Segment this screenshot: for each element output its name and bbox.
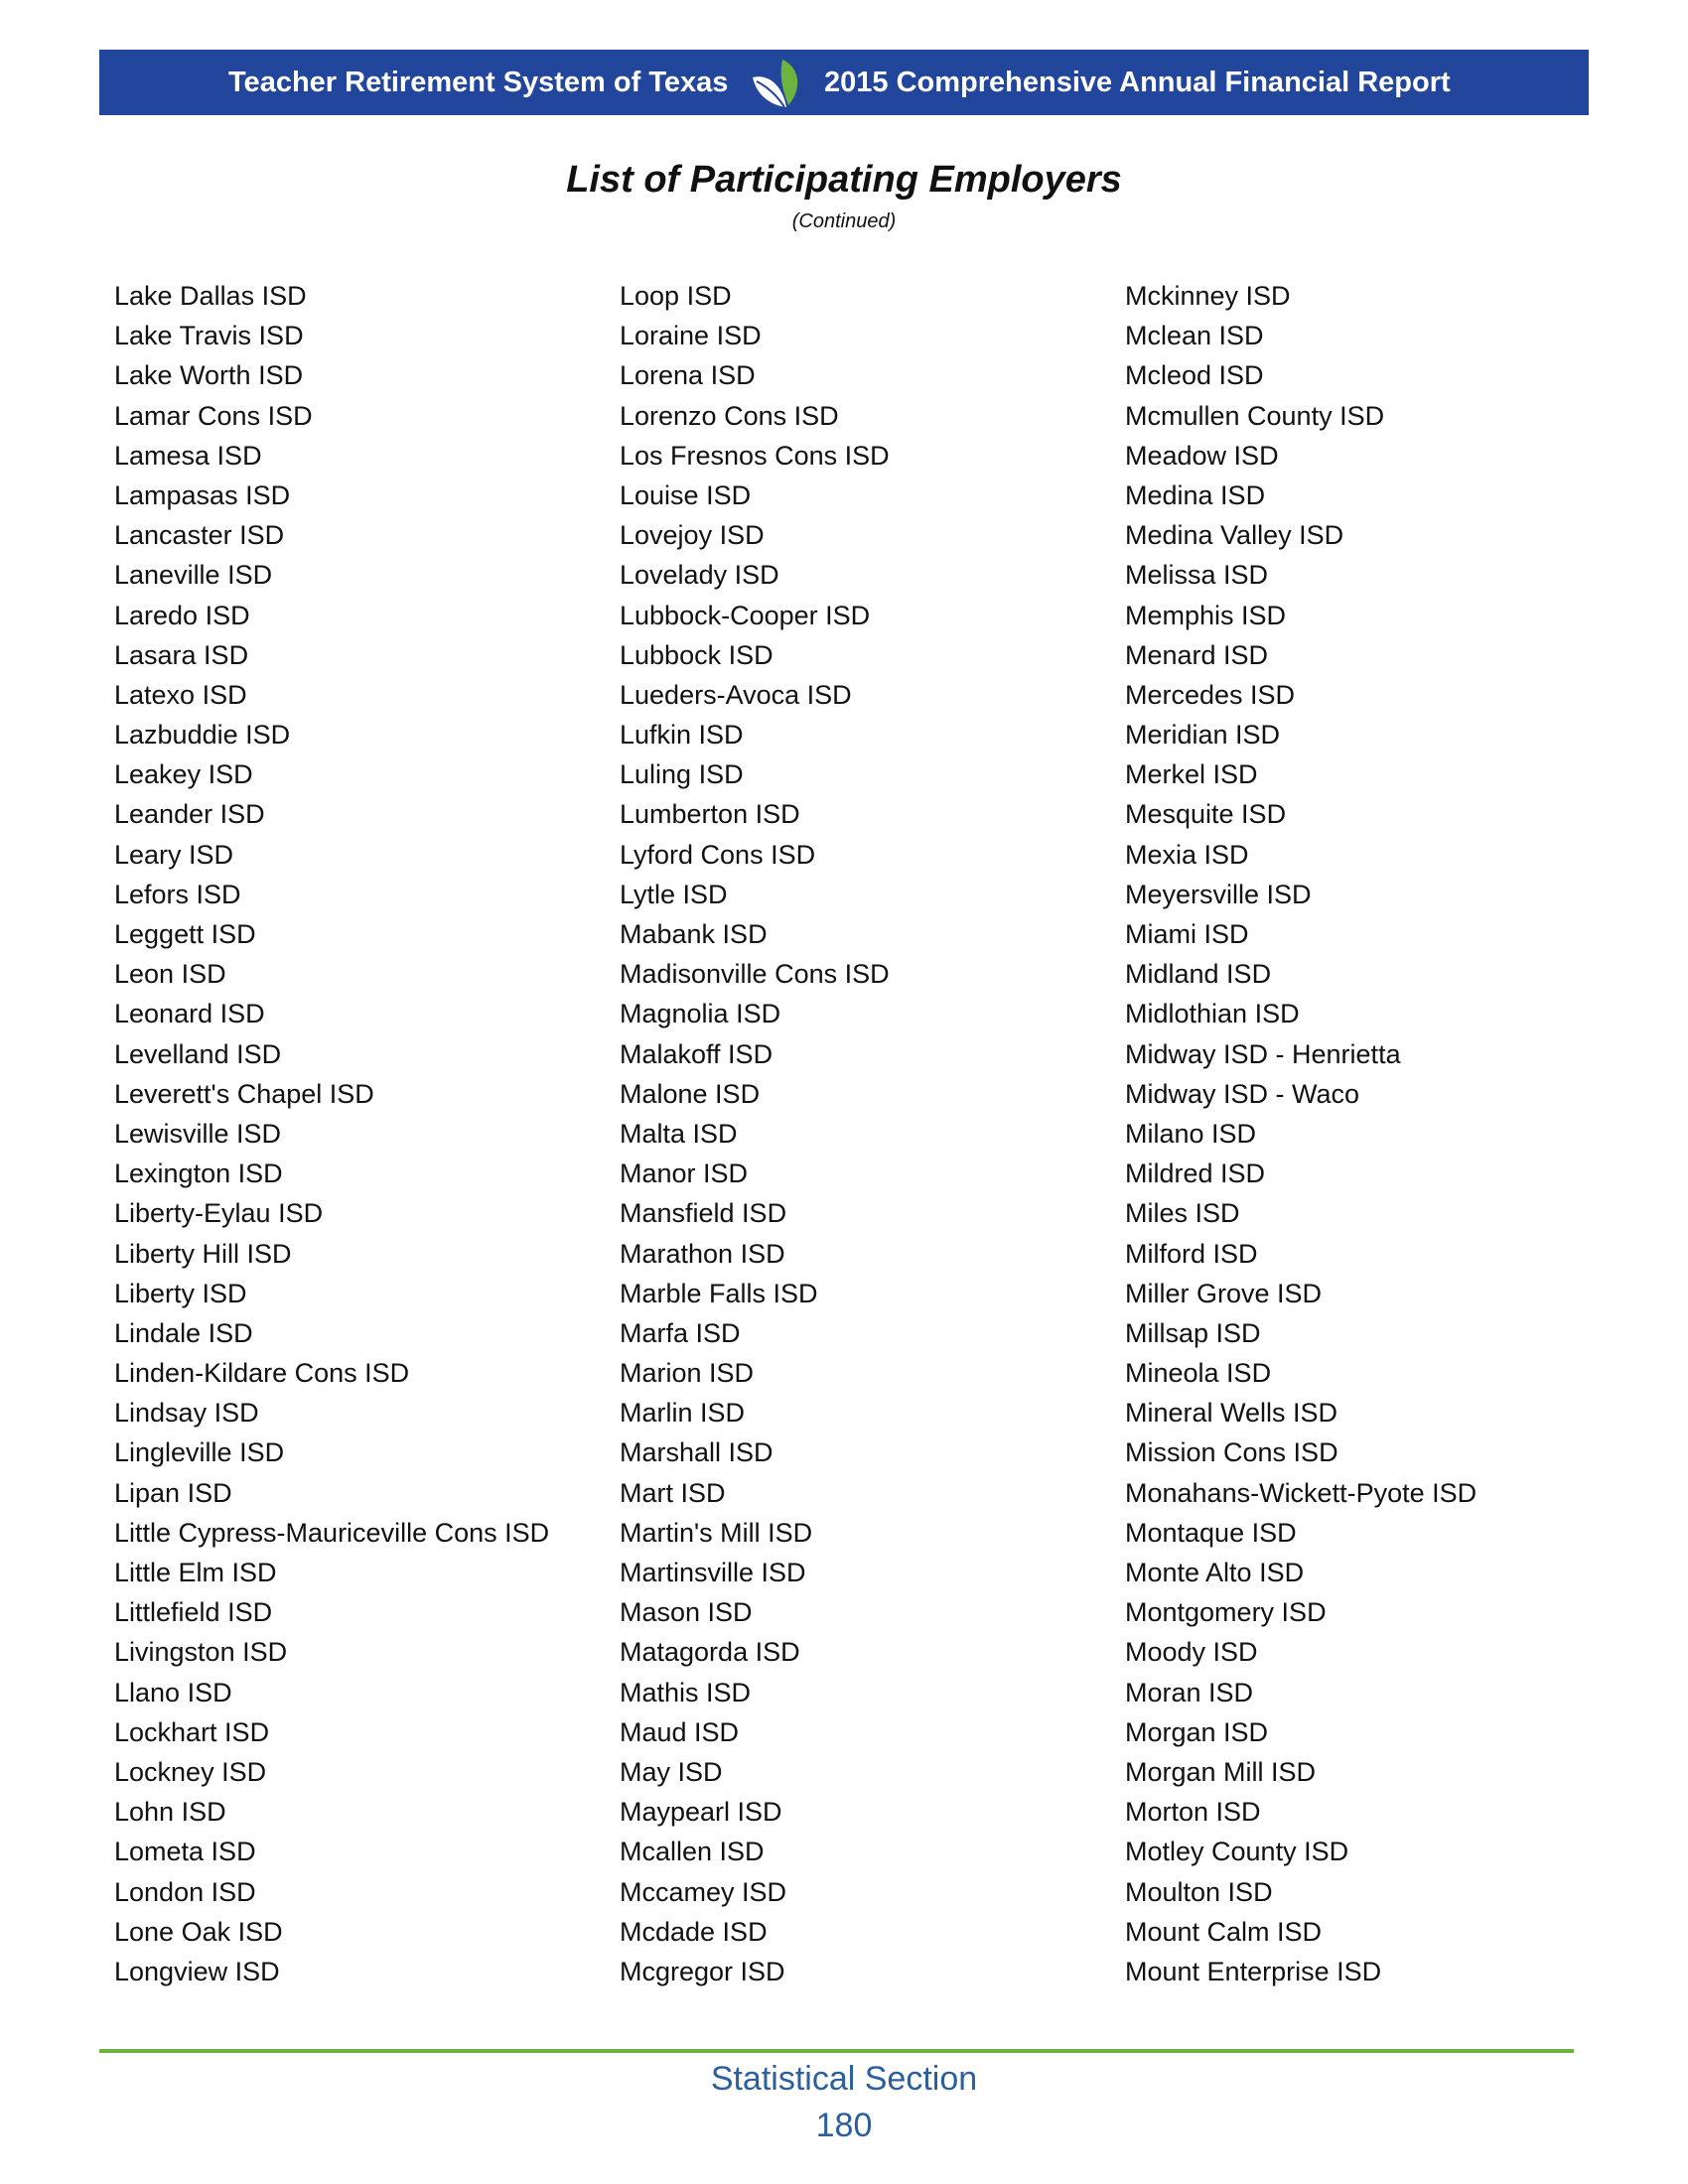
employer-item: Madisonville Cons ISD — [620, 959, 890, 990]
employer-item: Martin's Mill ISD — [620, 1517, 813, 1548]
employer-item: Mission Cons ISD — [1125, 1437, 1338, 1468]
employer-item: Mercedes ISD — [1125, 679, 1296, 710]
employer-item: Malta ISD — [620, 1118, 738, 1149]
employer-item: Lasara ISD — [114, 639, 249, 670]
employer-item: Marathon ISD — [620, 1238, 785, 1269]
employer-item: London ISD — [114, 1876, 256, 1907]
employer-item: Martinsville ISD — [620, 1558, 806, 1587]
employer-item: Lockhart ISD — [114, 1716, 270, 1747]
employer-item: Maypearl ISD — [620, 1797, 782, 1828]
employer-item: Lamar Cons ISD — [114, 400, 313, 431]
employer-item: Moran ISD — [1125, 1677, 1254, 1707]
report-title: 2015 Comprehensive Annual Financial Report — [824, 67, 1451, 98]
employer-item: Lubbock ISD — [620, 639, 774, 670]
employer-item: Mineral Wells ISD — [1125, 1398, 1338, 1429]
employer-item: Midlothian ISD — [1125, 999, 1300, 1029]
employer-column-2 — [620, 276, 890, 1991]
employer-item: Menard ISD — [1125, 639, 1269, 670]
employer-item: Matagorda ISD — [620, 1637, 800, 1668]
employer-item: Mcallen ISD — [620, 1837, 765, 1867]
employer-item: Mcleod ISD — [1125, 360, 1264, 391]
employer-item: Marble Falls ISD — [620, 1278, 818, 1308]
employer-item: Luling ISD — [620, 759, 744, 790]
employer-item: Marion ISD — [620, 1358, 755, 1389]
employer-item: Meadow ISD — [1125, 440, 1279, 471]
employer-item: Mason ISD — [620, 1597, 753, 1628]
employer-item: Mckinney ISD — [1125, 281, 1291, 311]
employer-item: Liberty-Eylau ISD — [114, 1198, 324, 1229]
employer-item: Lometa ISD — [114, 1837, 256, 1867]
employer-item: Lancaster ISD — [114, 520, 285, 551]
employer-item: Mount Enterprise ISD — [1125, 1956, 1382, 1986]
employer-item: Melissa ISD — [1125, 560, 1269, 591]
employer-item: Lorenzo Cons ISD — [620, 400, 839, 431]
employer-item: Marlin ISD — [620, 1398, 746, 1429]
employer-item: Laneville ISD — [114, 560, 273, 591]
employer-item: Mart ISD — [620, 1477, 726, 1508]
employer-item: Meyersville ISD — [1125, 879, 1312, 909]
employer-column-3 — [1125, 276, 1477, 1991]
employer-item: Magnolia ISD — [620, 999, 781, 1029]
employer-list — [0, 276, 1688, 2003]
employer-item: Leakey ISD — [114, 759, 253, 790]
employer-item: Latexo ISD — [114, 679, 247, 710]
page-subtitle: (Continued) — [791, 210, 897, 232]
employer-item: Mcmullen County ISD — [1125, 400, 1385, 431]
employer-item: Lumberton ISD — [620, 799, 800, 830]
page-title: List of Participating Employers — [566, 159, 1122, 201]
employer-item: Mineola ISD — [1125, 1358, 1272, 1389]
employer-item: Mount Calm ISD — [1125, 1916, 1323, 1947]
employer-item: Levelland ISD — [114, 1038, 282, 1069]
footer-divider — [99, 2049, 1574, 2053]
employer-item: Mclean ISD — [1125, 321, 1264, 351]
employer-item: Lytle ISD — [620, 879, 728, 909]
employer-item: Littlefield ISD — [114, 1597, 273, 1628]
employer-item: Memphis ISD — [1125, 600, 1287, 630]
employer-item: Leverett's Chapel ISD — [114, 1078, 374, 1109]
employer-item: Lindsay ISD — [114, 1398, 259, 1429]
employer-item: Milano ISD — [1125, 1118, 1257, 1149]
employer-item: Malakoff ISD — [620, 1038, 774, 1069]
employer-item: Millsap ISD — [1125, 1317, 1261, 1348]
employer-item: Medina ISD — [1125, 479, 1266, 510]
employer-item: Lovejoy ISD — [620, 520, 765, 551]
employer-item: Liberty ISD — [114, 1278, 247, 1308]
header-banner — [99, 50, 1589, 115]
employer-item: Mcdade ISD — [620, 1916, 768, 1947]
employer-item: Mccamey ISD — [620, 1876, 787, 1907]
employer-item: Longview ISD — [114, 1956, 280, 1986]
employer-item: Lohn ISD — [114, 1797, 226, 1828]
employer-item: Loop ISD — [620, 281, 732, 311]
employer-item: Llano ISD — [114, 1677, 232, 1707]
employer-item: Lefors ISD — [114, 879, 241, 909]
employer-item: Miami ISD — [1125, 919, 1249, 949]
employer-item: Lockney ISD — [114, 1756, 267, 1787]
employer-item: Little Cypress-Mauriceville Cons ISD — [114, 1517, 550, 1548]
employer-item: Miller Grove ISD — [1125, 1278, 1323, 1308]
employer-item: Lyford Cons ISD — [620, 839, 816, 870]
employer-item: Lueders-Avoca ISD — [620, 679, 852, 710]
footer-section-name: Statistical Section — [710, 2060, 978, 2098]
employer-item: Leonard ISD — [114, 999, 265, 1029]
employer-item: May ISD — [620, 1756, 723, 1787]
employer-item: Lorena ISD — [620, 360, 756, 391]
employer-item: Manor ISD — [620, 1159, 749, 1189]
employer-item: Livingston ISD — [114, 1637, 288, 1668]
employer-item: Laredo ISD — [114, 600, 250, 630]
employer-item: Monahans-Wickett-Pyote ISD — [1125, 1477, 1477, 1508]
employer-item: Leary ISD — [114, 839, 234, 870]
employer-item: Midway ISD - Henrietta — [1125, 1038, 1401, 1069]
employer-item: Leander ISD — [114, 799, 265, 830]
employer-item: Lovelady ISD — [620, 560, 779, 591]
leaf-logo-icon — [745, 54, 808, 113]
employer-item: Mesquite ISD — [1125, 799, 1287, 830]
employer-item: Loraine ISD — [620, 321, 762, 351]
employer-item: Montaque ISD — [1125, 1517, 1297, 1548]
employer-item: Morton ISD — [1125, 1797, 1261, 1828]
employer-item: Morgan ISD — [1125, 1716, 1269, 1747]
employer-item: Marfa ISD — [620, 1317, 741, 1348]
employer-item: Lipan ISD — [114, 1477, 232, 1508]
employer-item: Morgan Mill ISD — [1125, 1756, 1317, 1787]
employer-item: Mansfield ISD — [620, 1198, 787, 1229]
employer-item: Marshall ISD — [620, 1437, 774, 1468]
employer-item: Lone Oak ISD — [114, 1916, 283, 1947]
employer-item: Maud ISD — [620, 1716, 740, 1747]
employer-item: Lamesa ISD — [114, 440, 262, 471]
employer-column-1 — [114, 276, 549, 1991]
employer-item: Montgomery ISD — [1125, 1597, 1327, 1628]
employer-item: Mexia ISD — [1125, 839, 1249, 870]
employer-item: Lake Dallas ISD — [114, 281, 307, 311]
employer-item: Linden-Kildare Cons ISD — [114, 1358, 410, 1389]
employer-item: Midland ISD — [1125, 959, 1272, 990]
employer-item: Louise ISD — [620, 479, 752, 510]
employer-item: Lingleville ISD — [114, 1437, 285, 1468]
employer-item: Merkel ISD — [1125, 759, 1258, 790]
page-number: 180 — [815, 2107, 873, 2144]
employer-item: Miles ISD — [1125, 1198, 1240, 1229]
employer-item: Mildred ISD — [1125, 1159, 1266, 1189]
employer-item: Midway ISD - Waco — [1125, 1078, 1360, 1109]
employer-item: Moody ISD — [1125, 1637, 1258, 1668]
employer-item: Mcgregor ISD — [620, 1956, 785, 1986]
employer-item: Lufkin ISD — [620, 720, 744, 751]
employer-item: Malone ISD — [620, 1078, 761, 1109]
employer-item: Liberty Hill ISD — [114, 1238, 292, 1269]
employer-item: Medina Valley ISD — [1125, 520, 1344, 551]
employer-item: Mabank ISD — [620, 919, 768, 949]
employer-item: Leggett ISD — [114, 919, 256, 949]
employer-item: Lindale ISD — [114, 1317, 253, 1348]
employer-item: Moulton ISD — [1125, 1876, 1273, 1907]
employer-item: Monte Alto ISD — [1125, 1558, 1305, 1587]
employer-item: Mathis ISD — [620, 1677, 752, 1707]
employer-item: Little Elm ISD — [114, 1558, 277, 1587]
employer-item: Lazbuddie ISD — [114, 720, 291, 751]
employer-item: Milford ISD — [1125, 1238, 1258, 1269]
employer-item: Los Fresnos Cons ISD — [620, 440, 890, 471]
employer-item: Lexington ISD — [114, 1159, 283, 1189]
organization-name: Teacher Retirement System of Texas — [228, 67, 729, 98]
employer-item: Leon ISD — [114, 959, 226, 990]
employer-item: Lake Worth ISD — [114, 360, 304, 391]
employer-item: Lampasas ISD — [114, 479, 291, 510]
employer-item: Lewisville ISD — [114, 1118, 282, 1149]
employer-item: Lubbock-Cooper ISD — [620, 600, 871, 630]
employer-item: Meridian ISD — [1125, 720, 1281, 751]
employer-item: Motley County ISD — [1125, 1837, 1349, 1867]
employer-item: Lake Travis ISD — [114, 321, 304, 351]
